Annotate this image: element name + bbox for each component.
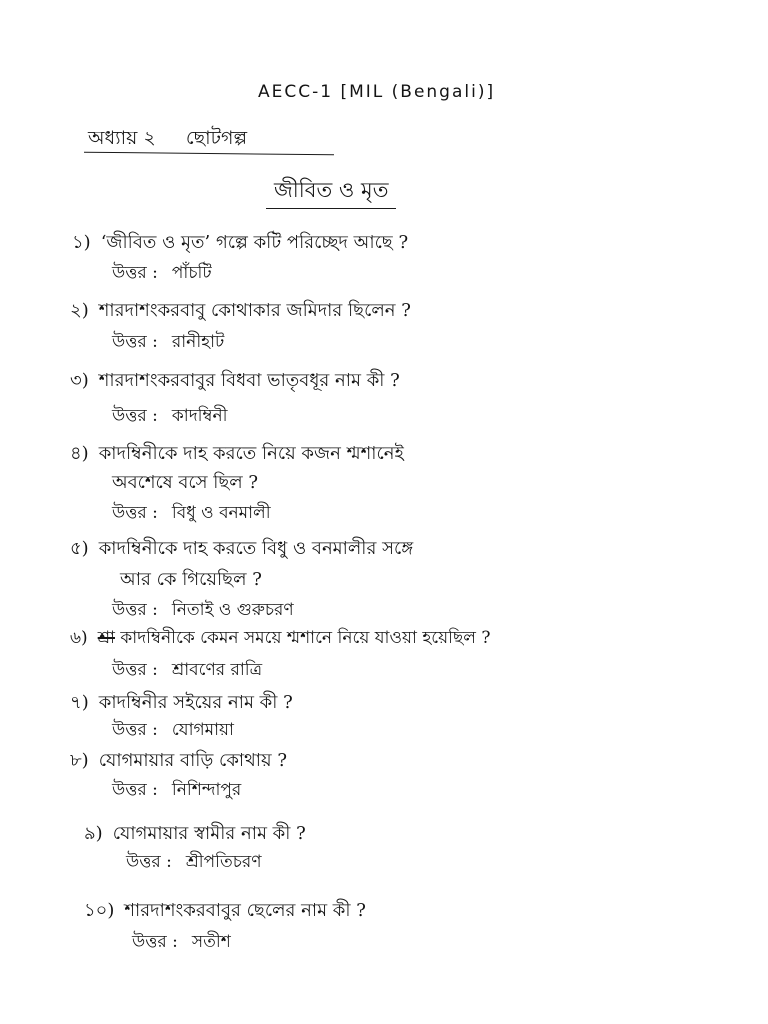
answer-text: শ্রীপতিচরণ (185, 852, 262, 872)
answer-label: উত্তর : (112, 503, 158, 523)
question-7 (70, 692, 293, 714)
answer-label: উত্তর : (112, 406, 158, 426)
question-text: যোগমায়ার বাড়ি কোথায় ? (98, 750, 287, 771)
answer-7 (112, 720, 234, 740)
question-number: ১) (72, 232, 91, 253)
question-9 (84, 823, 306, 845)
question-3 (70, 370, 400, 392)
question-4 (70, 443, 404, 465)
story-title: জীবিত ও মৃত (274, 178, 389, 202)
answer-label: উত্তর : (112, 720, 158, 740)
question-5-cont (120, 569, 262, 591)
answer-text: নিশিন্দাপুর (171, 780, 242, 800)
answer-8 (112, 780, 241, 800)
unit-label: অধ্যায় ২ (88, 127, 156, 149)
answer-text: শ্রাবণের রাত্রি (171, 660, 263, 680)
question-number: ২) (70, 300, 89, 321)
unit-title: ছোটগল্প (185, 127, 248, 149)
answer-text: কাদম্বিনী (171, 406, 228, 426)
answer-text: সতীশ (191, 932, 231, 952)
question-number: ৯) (84, 823, 103, 844)
answer-text: রানীহাট (171, 332, 225, 352)
question-4-cont (112, 472, 258, 494)
story-title-underline (266, 208, 396, 209)
question-number: ৮) (70, 750, 89, 771)
answer-label: উত্তর : (112, 263, 158, 283)
answer-label: উত্তর : (112, 780, 158, 800)
question-10 (84, 900, 366, 922)
answer-label: উত্তর : (112, 332, 158, 352)
answer-1 (112, 263, 212, 283)
answer-label: উত্তর : (112, 660, 158, 680)
answer-2 (112, 332, 224, 352)
question-1 (72, 232, 408, 254)
answer-4 (112, 503, 271, 523)
answer-10 (132, 932, 231, 952)
question-number: ৩) (70, 370, 89, 391)
question-number: ৪) (70, 443, 89, 464)
question-text: অবশেষে বসে ছিল ? (112, 472, 259, 493)
question-number: ১০) (84, 900, 115, 921)
question-text: কাদম্বিনীকে দাহ করতে বিধু ও বনমালীর সঙ্গে (98, 538, 414, 559)
question-number: ৭) (70, 692, 89, 713)
answer-text: বিধু ও বনমালী (171, 503, 271, 523)
question-text: কাদম্বিনীর সইয়ের নাম কী ? (98, 692, 293, 713)
answer-text: নিতাই ও গুরুচরণ (171, 600, 294, 620)
answer-5 (112, 600, 294, 620)
question-text: কাদম্বিনীকে কেমন সময়ে শ্মশানে নিয়ে যাওয়া হয়েছিল ? (120, 628, 491, 648)
question-text: শারদাশংকরবাবুর বিধবা ভাতৃবধূর নাম কী ? (98, 370, 400, 391)
question-text: শারদাশংকরবাবুর ছেলের নাম কী ? (124, 900, 366, 921)
question-text: ‘জীবিত ও মৃত’ গল্পে কটি পরিচ্ছেদ আছে ? (100, 232, 409, 253)
answer-6 (112, 660, 262, 680)
question-5 (70, 538, 413, 560)
question-8 (70, 750, 287, 772)
answer-9 (126, 852, 262, 872)
question-number: ৫) (70, 538, 89, 559)
answer-text: যোগমায়া (171, 720, 234, 740)
answer-label: উত্তর : (112, 600, 158, 620)
answer-3 (112, 406, 228, 426)
question-text: কাদম্বিনীকে দাহ করতে নিয়ে কজন শ্মশানেই (98, 443, 404, 464)
question-2 (70, 300, 411, 322)
unit-heading (88, 127, 247, 150)
question-text: শারদাশংকরবাবু কোথাকার জমিদার ছিলেন ? (98, 300, 411, 321)
question-text: যোগমায়ার স্বামীর নাম কী ? (112, 823, 306, 844)
answer-text: পাঁচটি (171, 263, 212, 283)
answer-label: উত্তর : (126, 852, 172, 872)
question-6 (70, 628, 490, 648)
question-number: ৬) (70, 628, 88, 648)
struck-out-word: শ্রা (97, 628, 115, 648)
answer-label: উত্তর : (132, 932, 178, 952)
unit-heading-underline (84, 152, 334, 156)
question-text: আর কে গিয়েছিল ? (120, 569, 262, 590)
course-title: AECC-1 [MIL (Bengali)] (258, 82, 496, 102)
